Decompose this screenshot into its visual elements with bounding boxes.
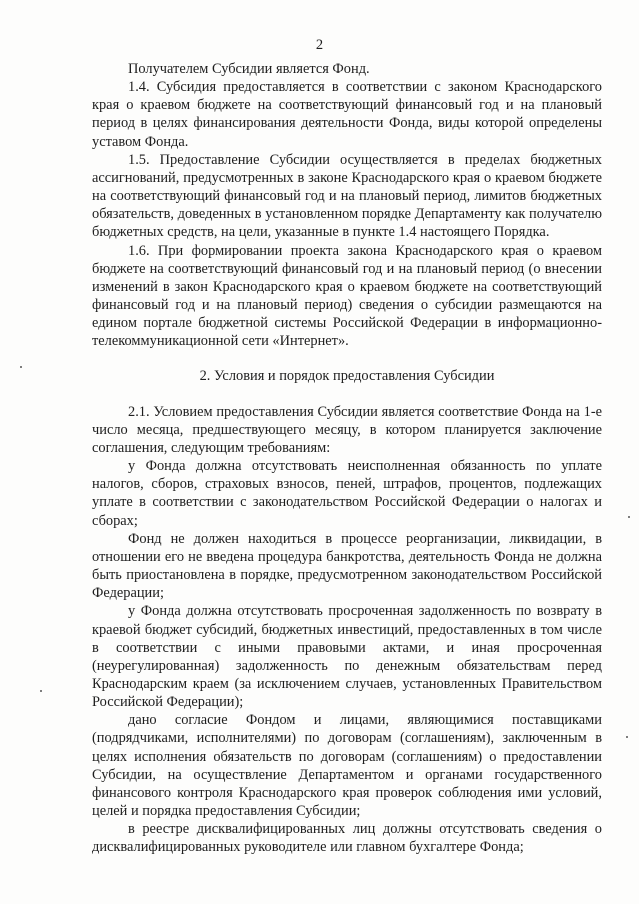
requirement-reorganization: Фонд не должен находиться в процессе реорганизации, ликвидации, в отношении его не введена процедура банкротства, деятельность Фонда не должна быть приостановлена в порядке, предусмотренном законодательством Российской Федерации; <box>92 530 602 602</box>
requirement-disqualified-registry: в реестре дисквалифицированных лиц должны отсутствовать сведения о дисквалифицированных руководителе или главном бухгалтере Фонда; <box>92 821 602 856</box>
requirement-consent: дано согласие Фондом и лицами, являющимися поставщиками (подрядчиками, исполнителями) по договорам (соглашениям), заключенным в целях исполнения обязательств по договорам (соглашениям) о предоставлении Субсидии, на осуществление Департаментом и органами государственного финансового контроля Краснодарского края проверок соблюдения ими условий, целей и порядка предоставления Субсидии; <box>92 712 602 820</box>
paragraph-2-1: 2.1. Условием предоставления Субсидии является соответствие Фонда на 1-е число месяца, предшествующего месяцу, в котором планируется заключение соглашения, следующим требованиям: <box>92 403 602 456</box>
scan-speck <box>628 516 630 518</box>
document-body <box>92 60 602 857</box>
paragraph-1-4: 1.4. Субсидия предоставляется в соответствии с законом Краснодарского края о краевом бюджете на соответствующий финансовый год и на плановый период в целях финансирования деятельности Фонда, виды которой определены уставом Фонда. <box>92 79 602 150</box>
section-heading: 2. Условия и порядок предоставления Субсидии <box>199 367 495 384</box>
paragraph-1-5: 1.5. Предоставление Субсидии осуществляется в пределах бюджетных ассигнований, предусмотренных в законе Краснодарского края о краевом бюджете на соответствующий финансовый год и на плановый период, лимитов бюджетных обязательств, доведенных в установленном порядке Департаменту как получателю бюджетных средств, на цели, указанные в пункте 1.4 настоящего Порядка. <box>92 151 602 241</box>
paragraph-1-6: 1.6. При формировании проекта закона Краснодарского края о краевом бюджете на соответствующий финансовый год и на плановый период (о внесении изменений в закон Краснодарского края о краевом бюджете на соответствующий финансовый год и на плановый период) сведения о субсидии размещаются на едином портале бюджетной системы Российской Федерации в информационно-телекоммуникационной сети «Интернет». <box>92 242 602 350</box>
requirement-taxes: у Фонда должна отсутствовать неисполненная обязанность по уплате налогов, сборов, страховых взносов, пеней, штрафов, процентов, подлежащих уплате в соответствии с законодательством Российской Федерации о налогах и сборах; <box>92 458 602 529</box>
scan-speck <box>40 690 42 692</box>
paragraph-recipient: Получателем Субсидии является Фонд. <box>128 61 370 77</box>
requirement-overdue-debt: у Фонда должна отсутствовать просроченная задолженность по возврату в краевой бюджет субсидий, бюджетных инвестиций, предоставленных в том числе в соответствии с иными правовыми актами, и иная просроченная (неурегулированная) задолженность по денежным обязательствам перед Краснодарским краем (за исключением случаев, установленных Правительством Российской Федерации); <box>92 603 602 711</box>
scan-speck <box>626 736 628 738</box>
scan-speck <box>20 366 22 368</box>
page-number: 2 <box>315 37 324 53</box>
